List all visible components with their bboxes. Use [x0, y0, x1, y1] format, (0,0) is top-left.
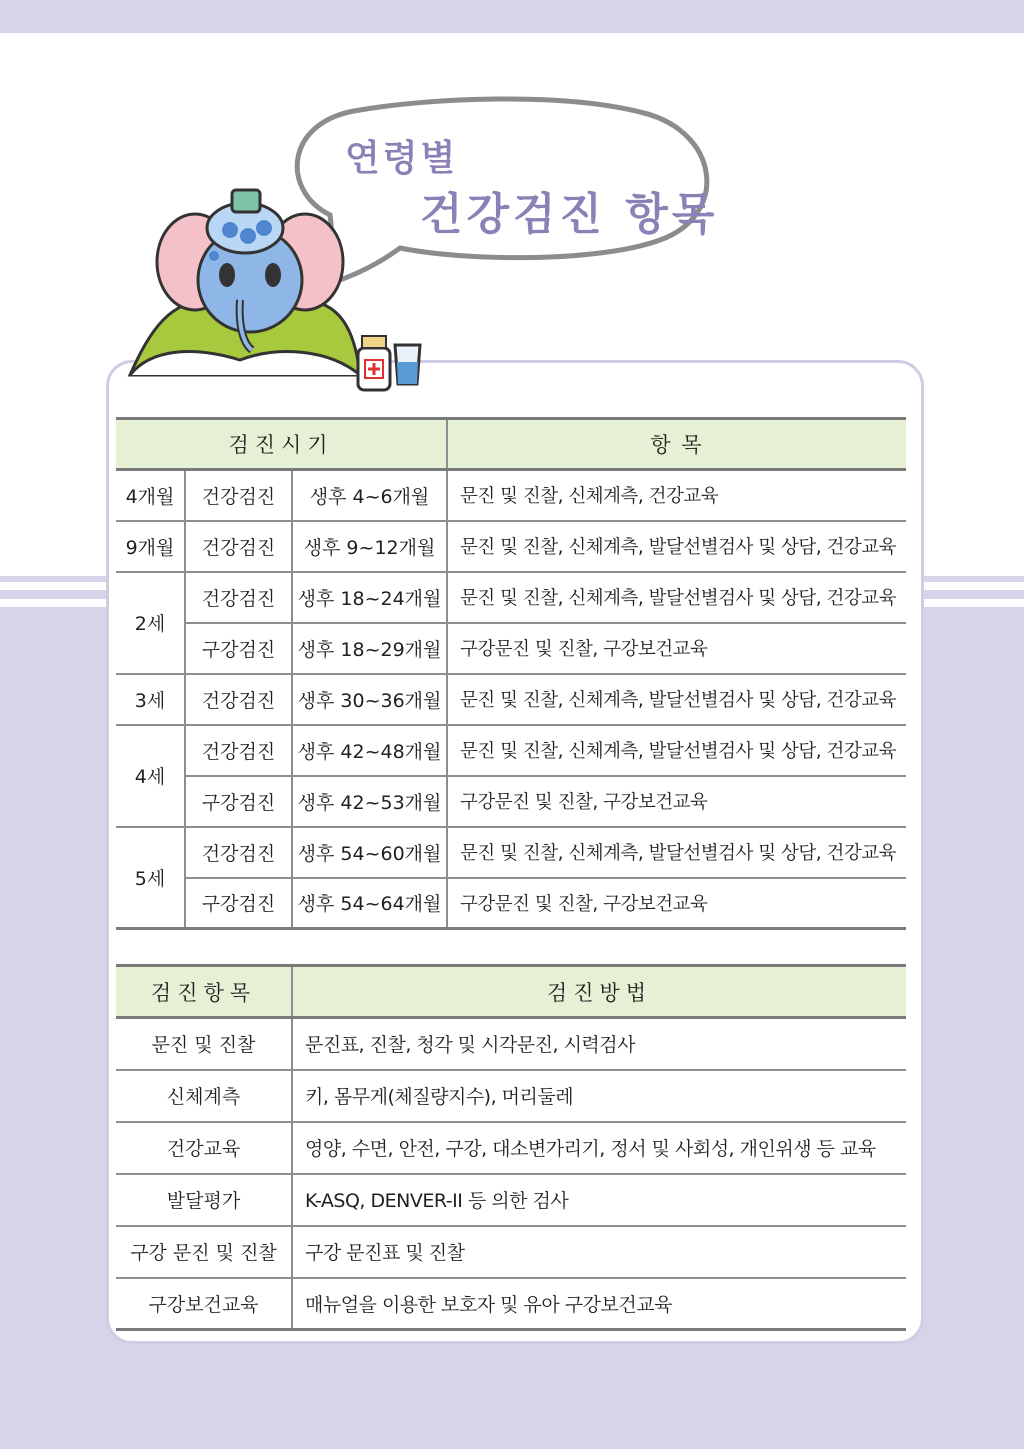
period-cell: 생후 18~29개월: [292, 623, 447, 674]
items-cell: 문진 및 진찰, 신체계측, 발달선별검사 및 상담, 건강교육: [447, 674, 906, 725]
items-cell: 구강문진 및 진찰, 구강보건교육: [447, 623, 906, 674]
table-row: [116, 827, 906, 878]
items-cell: 문진 및 진찰, 신체계측, 발달선별검사 및 상담, 건강교육: [447, 827, 906, 878]
items-cell: 문진 및 진찰, 신체계측, 발달선별검사 및 상담, 건강교육: [447, 521, 906, 572]
age-cell: 2세: [116, 572, 185, 674]
table-row: [116, 572, 906, 623]
item-cell: 문진 및 진찰: [116, 1018, 292, 1070]
items-cell: 구강문진 및 진찰, 구강보건교육: [447, 776, 906, 827]
items-cell: 문진 및 진찰, 신체계측, 발달선별검사 및 상담, 건강교육: [447, 572, 906, 623]
period-cell: 생후 54~60개월: [292, 827, 447, 878]
method-cell: 구강 문진표 및 진찰: [292, 1226, 906, 1278]
title-area: [0, 0, 1024, 420]
table-row: [116, 674, 906, 725]
type-cell: 건강검진: [185, 470, 292, 521]
table-row: [116, 1018, 906, 1070]
item-cell: 신체계측: [116, 1070, 292, 1122]
age-cell: 9개월: [116, 521, 185, 572]
items-cell: 문진 및 진찰, 신체계측, 발달선별검사 및 상담, 건강교육: [447, 725, 906, 776]
period-cell: 생후 4~6개월: [292, 470, 447, 521]
period-cell: 생후 18~24개월: [292, 572, 447, 623]
period-cell: 생후 54~64개월: [292, 878, 447, 929]
type-cell: 구강검진: [185, 623, 292, 674]
type-cell: 건강검진: [185, 674, 292, 725]
method-cell: 영양, 수면, 안전, 구강, 대소변가리기, 정서 및 사회성, 개인위생 등 교육: [292, 1122, 906, 1174]
items-cell: 문진 및 진찰, 신체계측, 건강교육: [447, 470, 906, 521]
type-cell: 건강검진: [185, 572, 292, 623]
header-timing: 검진시기: [116, 419, 447, 470]
item-cell: 구강보건교육: [116, 1278, 292, 1330]
age-cell: 4개월: [116, 470, 185, 521]
header-item: 검진항목: [116, 966, 292, 1018]
elephant-illustration: [130, 190, 360, 375]
item-cell: 발달평가: [116, 1174, 292, 1226]
table-row: [116, 521, 906, 572]
age-cell: 5세: [116, 827, 185, 929]
table-row: [116, 776, 906, 827]
period-cell: 생후 9~12개월: [292, 521, 447, 572]
type-cell: 구강검진: [185, 776, 292, 827]
checkup-method-table: [116, 964, 906, 1331]
type-cell: 건강검진: [185, 725, 292, 776]
type-cell: 건강검진: [185, 827, 292, 878]
table-row: [116, 1122, 906, 1174]
table-row: [116, 1070, 906, 1122]
title-line-1: 연령별: [345, 138, 459, 179]
item-cell: 건강교육: [116, 1122, 292, 1174]
items-cell: 구강문진 및 진찰, 구강보건교육: [447, 878, 906, 929]
header-method: 검진방법: [292, 966, 906, 1018]
table-row: [116, 1174, 906, 1226]
table-header-row: [116, 419, 906, 470]
method-cell: 키, 몸무게(체질량지수), 머리둘레: [292, 1070, 906, 1122]
period-cell: 생후 30~36개월: [292, 674, 447, 725]
age-cell: 3세: [116, 674, 185, 725]
item-cell: 구강 문진 및 진찰: [116, 1226, 292, 1278]
age-cell: 4세: [116, 725, 185, 827]
table-header-row: [116, 966, 906, 1018]
period-cell: 생후 42~48개월: [292, 725, 447, 776]
table-row: [116, 1226, 906, 1278]
type-cell: 건강검진: [185, 521, 292, 572]
method-cell: 매뉴얼을 이용한 보호자 및 유아 구강보건교육: [292, 1278, 906, 1330]
table-row: [116, 623, 906, 674]
title-line-2: 건강검진 항목: [420, 189, 719, 240]
type-cell: 구강검진: [185, 878, 292, 929]
header-items: 항 목: [447, 419, 906, 470]
method-cell: 문진표, 진찰, 청각 및 시각문진, 시력검사: [292, 1018, 906, 1070]
table-row: [116, 470, 906, 521]
medicine-illustration: [358, 336, 420, 390]
period-cell: 생후 42~53개월: [292, 776, 447, 827]
table-row: [116, 1278, 906, 1330]
table-row: [116, 878, 906, 929]
table-row: [116, 725, 906, 776]
method-cell: K-ASQ, DENVER-II 등 의한 검사: [292, 1174, 906, 1226]
checkup-schedule-table: [116, 417, 906, 930]
